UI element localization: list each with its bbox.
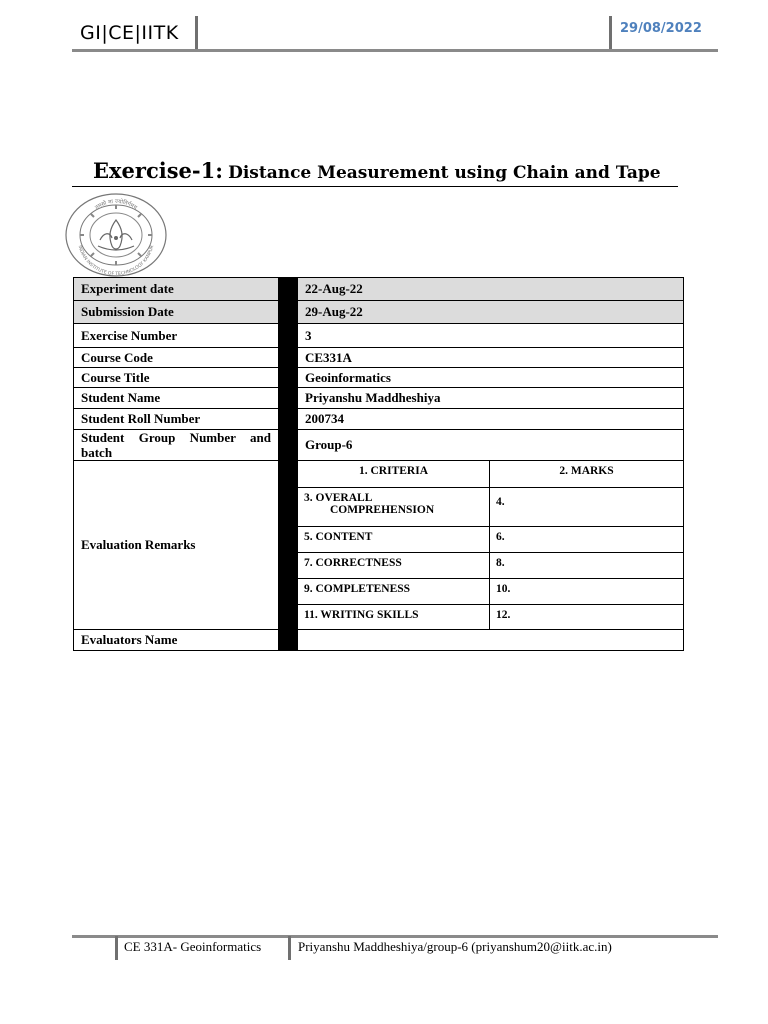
title-subject: Distance Measurement using Chain and Tape <box>228 163 661 183</box>
criteria-cell <box>298 487 490 526</box>
header-divider-right <box>609 16 612 51</box>
marks-cell: 8. <box>490 552 684 578</box>
row-divider-bar <box>279 430 298 461</box>
criteria-line1: 3. OVERALL <box>304 491 373 504</box>
table-row <box>74 368 684 388</box>
footer-author: Priyanshu Maddheshiya/group-6 (priyanshum20@iitk.ac.in) <box>298 939 612 954</box>
row-divider-bar <box>279 348 298 368</box>
evaluation-item-row <box>298 526 683 552</box>
criteria-cell: 7. CORRECTNESS <box>298 552 490 578</box>
row-label: Student Roll Number <box>74 409 279 430</box>
table-row <box>74 348 684 368</box>
iit-kanpur-emblem-icon <box>64 192 168 278</box>
row-divider-bar <box>279 388 298 409</box>
row-label: Exercise Number <box>74 324 279 348</box>
row-value: Geoinformatics <box>298 368 684 388</box>
table-row <box>74 388 684 409</box>
row-divider-bar <box>279 630 298 651</box>
logo-top-text: तमसो मा ज्योतिर्गमय <box>94 198 138 212</box>
row-label: Evaluators Name <box>74 630 279 651</box>
row-divider-bar <box>279 409 298 430</box>
row-value: 29-Aug-22 <box>298 301 684 324</box>
marks-cell: 6. <box>490 526 684 552</box>
footer-divider-right <box>288 936 291 960</box>
marks-cell: 4. <box>490 487 684 526</box>
row-label: Student Name <box>74 388 279 409</box>
table-row <box>74 409 684 430</box>
row-label-line2: batch <box>81 445 113 460</box>
evaluation-table <box>298 461 683 629</box>
logo-bottom-text: INDIAN INSTITUTE OF TECHNOLOGY KANPUR <box>76 244 156 278</box>
criteria-cell: 5. CONTENT <box>298 526 490 552</box>
row-value: CE331A <box>298 348 684 368</box>
row-label: Experiment date <box>74 278 279 301</box>
table-row <box>74 324 684 348</box>
row-value: Priyanshu Maddheshiya <box>298 388 684 409</box>
row-divider-bar <box>279 278 298 301</box>
footer-course: CE 331A- Geoinformatics <box>124 939 262 954</box>
row-divider-bar <box>279 301 298 324</box>
evaluation-label: Evaluation Remarks <box>74 461 279 630</box>
row-label: Course Title <box>74 368 279 388</box>
row-label <box>74 430 279 461</box>
row-value: 22-Aug-22 <box>298 278 684 301</box>
svg-text:तमसो मा ज्योतिर्गमय <box>94 198 138 212</box>
marks-header: 2. MARKS <box>490 461 684 487</box>
footer-divider-left <box>115 936 118 960</box>
row-divider-bar <box>279 368 298 388</box>
evaluation-item-row <box>298 487 683 526</box>
marks-cell: 12. <box>490 604 684 629</box>
title-exercise: Exercise-1: <box>93 158 223 183</box>
row-value: 200734 <box>298 409 684 430</box>
evaluation-item-row <box>298 578 683 604</box>
evaluators-name-value <box>298 630 684 651</box>
row-divider-bar <box>279 324 298 348</box>
title-underline <box>72 186 678 187</box>
row-label: Submission Date <box>74 301 279 324</box>
evaluation-cell <box>298 461 684 630</box>
row-label: Course Code <box>74 348 279 368</box>
row-value: Group-6 <box>298 430 684 461</box>
row-value: 3 <box>298 324 684 348</box>
evaluation-row <box>74 461 684 630</box>
header-rule <box>72 49 718 52</box>
page-title <box>93 158 661 183</box>
marks-cell: 10. <box>490 578 684 604</box>
criteria-cell: 11. WRITING SKILLS <box>298 604 490 629</box>
table-row <box>74 430 684 461</box>
evaluation-item-row <box>298 552 683 578</box>
row-label-line1: Student Group Number and <box>81 430 271 445</box>
evaluation-item-row <box>298 604 683 629</box>
header-left-text: GI|CE|IITK <box>80 22 179 44</box>
header-date: 29/08/2022 <box>620 21 702 36</box>
table-row <box>74 630 684 651</box>
table-row <box>74 278 684 301</box>
footer-rule <box>72 935 718 938</box>
criteria-header: 1. CRITERIA <box>298 461 490 487</box>
criteria-line2: COMPREHENSION <box>330 503 435 516</box>
criteria-cell: 9. COMPLETENESS <box>298 578 490 604</box>
table-row <box>74 301 684 324</box>
evaluation-header-row <box>298 461 683 487</box>
header-divider-left <box>195 16 198 51</box>
row-divider-bar <box>279 461 298 630</box>
exercise-info-table <box>73 277 684 651</box>
